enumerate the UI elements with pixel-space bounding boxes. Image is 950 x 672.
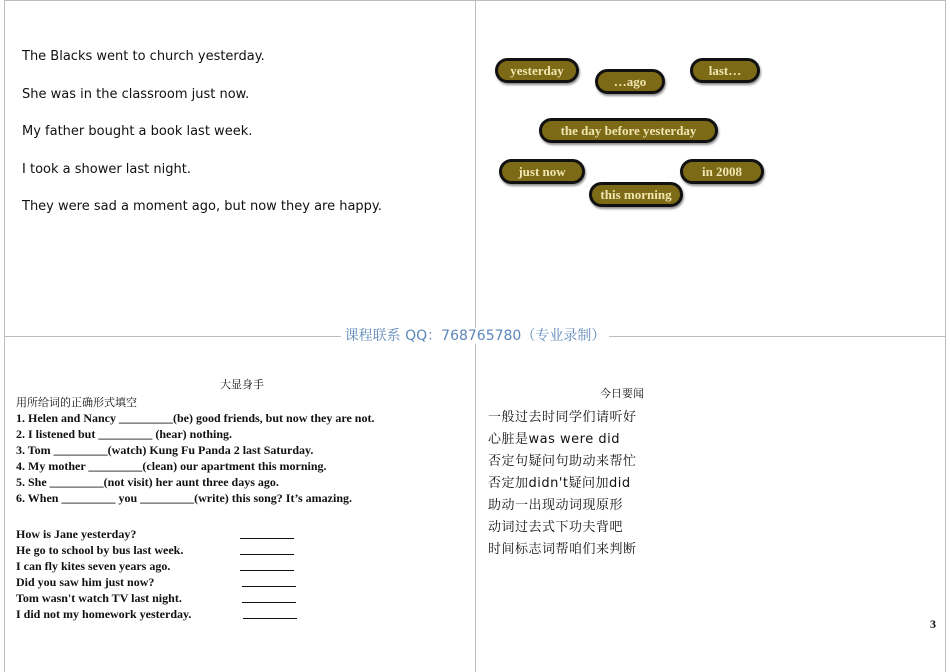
- example-sentences: [22, 48, 382, 236]
- correction-sentence: I did not my homework yesterday.: [16, 607, 192, 621]
- exercise-title: 大显身手: [220, 378, 264, 391]
- rhyme-line: 心脏是was were did: [488, 432, 620, 447]
- exercise-item: 6. When _________ you _________(write) this song? It’s amazing.: [16, 491, 353, 505]
- time-word-pill: this morning: [589, 182, 683, 207]
- correction-sentence: He go to school by bus last week.: [16, 543, 184, 557]
- correction-sentence: Tom wasn't watch TV last night.: [16, 591, 182, 605]
- notes-title: 今日要闻: [600, 387, 644, 400]
- rhyme-line: 助动一出现动词现原形: [488, 498, 624, 513]
- answer-blank: [243, 618, 297, 619]
- error-correction-list: [16, 526, 316, 622]
- watermark: [0, 326, 950, 346]
- time-word-pill: last…: [690, 58, 760, 83]
- exercise-item: 5. She _________(not visit) her aunt three days ago.: [16, 475, 279, 489]
- time-word-pill: just now: [499, 159, 585, 184]
- exercise-instruction: 用所给词的正确形式填空: [16, 396, 137, 409]
- sentence: I took a shower last night.: [22, 161, 191, 177]
- time-word-pill: yesterday: [495, 58, 579, 83]
- rhyme-line: 动词过去式下功夫背吧: [488, 520, 624, 535]
- sentence: She was in the classroom just now.: [22, 86, 250, 102]
- correction-sentence: I can fly kites seven years ago.: [16, 559, 171, 573]
- rhyme-line: 时间标志词帮咱们来判断: [488, 542, 637, 557]
- correction-sentence: How is Jane yesterday?: [16, 527, 137, 541]
- correction-sentence: Did you saw him just now?: [16, 575, 155, 589]
- correction-row: [16, 542, 316, 558]
- answer-blank: [240, 554, 294, 555]
- rhyme-line: 一般过去时同学们请听好: [488, 410, 637, 425]
- rhyme-line: 否定句疑问句助动来帮忙: [488, 454, 637, 469]
- exercise-item: 2. I listened but _________ (hear) nothing.: [16, 427, 233, 441]
- exercise-section: [16, 376, 468, 506]
- correction-row: [16, 574, 316, 590]
- rhyme-line: 否定加didn't疑问加did: [488, 476, 631, 491]
- time-word-pill: in 2008: [680, 159, 764, 184]
- exercise-item: 4. My mother _________(clean) our apartment this morning.: [16, 459, 327, 473]
- exercise-item: 1. Helen and Nancy _________(be) good friends, but now they are not.: [16, 411, 375, 425]
- time-word-pill: …ago: [595, 69, 665, 94]
- grammar-rhyme: [488, 409, 637, 563]
- exercise-item: 3. Tom _________(watch) Kung Fu Panda 2 last Saturday.: [16, 443, 314, 457]
- answer-blank: [240, 570, 294, 571]
- watermark-text: 课程联系 QQ：768765780（专业录制）: [341, 328, 610, 344]
- answer-blank: [240, 538, 294, 539]
- correction-row: [16, 606, 316, 622]
- sentence: They were sad a moment ago, but now they are happy.: [22, 199, 382, 214]
- correction-row: [16, 526, 316, 542]
- time-word-pill: the day before yesterday: [539, 118, 718, 143]
- page-number: 3: [930, 617, 936, 631]
- sentence: My father bought a book last week.: [22, 124, 253, 139]
- sentence: The Blacks went to church yesterday.: [22, 49, 265, 64]
- correction-row: [16, 590, 316, 606]
- answer-blank: [242, 602, 296, 603]
- answer-blank: [242, 586, 296, 587]
- correction-row: [16, 558, 316, 574]
